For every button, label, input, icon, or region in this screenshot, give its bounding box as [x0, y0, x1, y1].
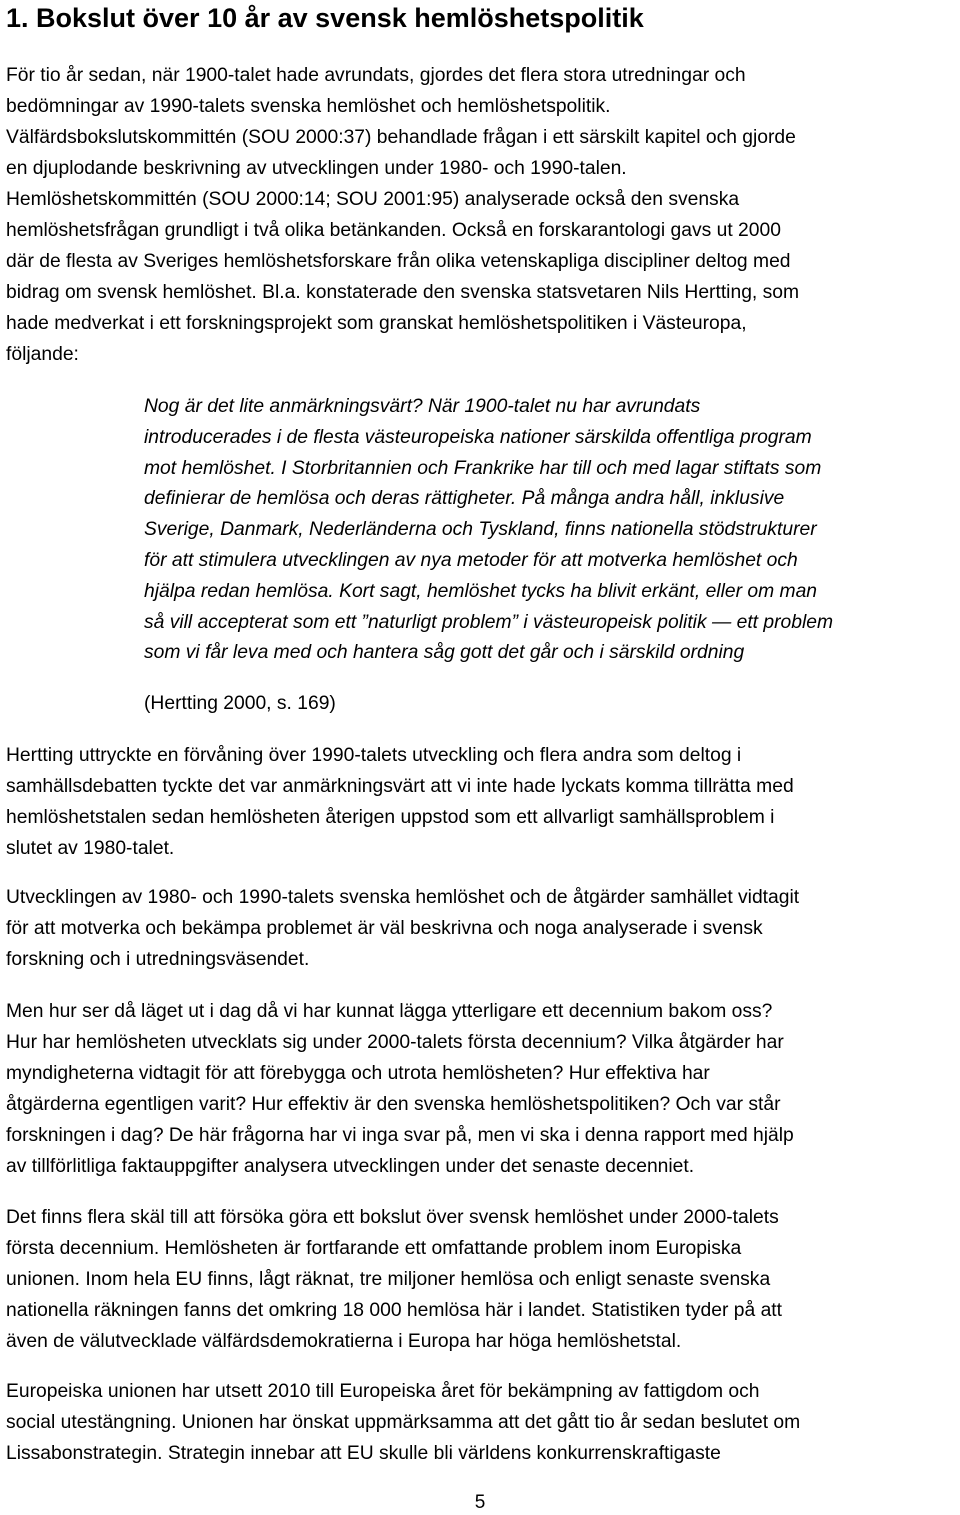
text-line: av tillförlitliga faktauppgifter analysera utvecklingen under det senaste decenniet. — [6, 1156, 695, 1177]
text-line: där de flesta av Sveriges hemlöshetsforskare från olika vetenskapliga discipliner deltog med — [6, 251, 791, 272]
quote-line: som vi får leva med och hantera såg gott det går och i särskild ordning — [144, 642, 745, 664]
text-line: Lissabonstrategin. Strategin innebar att EU skulle bli världens konkurrenskraftigaste — [6, 1443, 721, 1464]
text-line: första decennium. Hemlösheten är fortfarande ett omfattande problem inom Europiska — [6, 1238, 742, 1259]
text-line: slutet av 1980-talet. — [6, 838, 175, 859]
text-line: samhällsdebatten tyckte det var anmärkningsvärt att vi inte hade lyckats komma tillrätta med — [6, 776, 794, 797]
body-paragraph — [6, 996, 960, 1182]
text-line: åtgärderna egentligen varit? Hur effektiv är den svenska hemlöshetspolitiken? Och var står — [6, 1094, 781, 1115]
text-line: nationella räkningen fanns det omkring 18 000 hemlösa här i landet. Statistiken tyder på att — [6, 1300, 783, 1321]
quote-line: så vill accepterat som ett ”naturligt problem” i västeuropeisk politik — ett problem — [144, 611, 834, 633]
text-line: forskning och i utredningsväsendet. — [6, 949, 310, 970]
text-line: forskningen i dag? De här frågorna har vi inga svar på, men vi ska i denna rapport med hjälp — [6, 1125, 794, 1146]
text-line: För tio år sedan, när 1900-talet hade avrundats, gjordes det flera stora utredningar och — [6, 65, 746, 86]
quote-line: definierar de hemlösa och deras rättigheter. På många andra håll, inklusive — [144, 488, 785, 510]
text-line: Europeiska unionen har utsett 2010 till Europeiska året för bekämpning av fattigdom och — [6, 1381, 760, 1402]
text-line: unionen. Inom hela EU finns, lågt räknat, tre miljoner hemlösa och enligt senaste svenska — [6, 1269, 771, 1290]
body-paragraph — [6, 740, 960, 864]
text-line: bedömningar av 1990-talets svenska hemlöshet och hemlöshetspolitik. — [6, 96, 611, 117]
text-line: social utestängning. Unionen har önskat uppmärksamma att det gått tio år sedan beslutet om — [6, 1412, 801, 1433]
text-line: Det finns flera skäl till att försöka göra ett bokslut över svensk hemlöshet under 2000-talets — [6, 1207, 779, 1228]
text-line: Välfärdsbokslutskommittén (SOU 2000:37) behandlade frågan i ett särskilt kapitel och gjorde — [6, 127, 796, 148]
text-line: myndigheterna vidtagit för att förebygga och utrota hemlösheten? Hur effektiva har — [6, 1063, 710, 1084]
quote-citation: (Hertting 2000, s. 169) — [144, 693, 336, 714]
text-line: Hertting uttryckte en förvåning över 1990-talets utveckling och flera andra som deltog i — [6, 745, 742, 766]
quote-line: Sverige, Danmark, Nederländerna och Tyskland, finns nationella stödstrukturer — [144, 519, 817, 541]
quote-line: Nog är det lite anmärkningsvärt? När 1900-talet nu har avrundats — [144, 396, 701, 417]
body-paragraph — [6, 882, 960, 975]
text-line: Men hur ser då läget ut i dag då vi har kunnat lägga ytterligare ett decennium bakom oss? — [6, 1001, 773, 1022]
text-line: hemlöshetsfrågan grundligt i två olika betänkanden. Också en forskarantologi gavs ut 2000 — [6, 220, 781, 241]
text-line: hade medverkat i ett forskningsprojekt som granskat hemlöshetspolitiken i Västeuropa, — [6, 313, 747, 334]
text-line: hemlöshetstalen sedan hemlösheten återigen uppstod som ett allvarligt samhällsproblem i — [6, 807, 775, 828]
section-heading: 1. Bokslut över 10 år av svensk hemlöshetspolitik — [6, 3, 644, 33]
body-paragraph — [6, 1202, 960, 1357]
page-number: 5 — [474, 1492, 486, 1513]
text-line: Hemlöshetskommittén (SOU 2000:14; SOU 2001:95) analyserade också den svenska — [6, 189, 740, 210]
text-line: Utvecklingen av 1980- och 1990-talets svenska hemlöshet och de åtgärder samhället vidtagit — [6, 887, 800, 908]
text-line: även de välutvecklade välfärdsdemokratierna i Europa har höga hemlöshetstal. — [6, 1331, 682, 1352]
text-line: bidrag om svensk hemlöshet. Bl.a. konstaterade den svenska statsvetaren Nils Hertting, som — [6, 282, 800, 303]
text-line: en djuplodande beskrivning av utvecklingen under 1980- och 1990-talen. — [6, 158, 627, 179]
quote-line: för att stimulera utvecklingen av nya metoder för att motverka hemlöshet och — [144, 549, 798, 571]
text-line: följande: — [6, 344, 79, 365]
quote-line: mot hemlöshet. I Storbritannien och Frankrike har till och med lagar stiftats som — [144, 457, 822, 479]
body-paragraph — [6, 1376, 960, 1469]
intro-paragraph — [6, 60, 960, 370]
text-line: för att motverka och bekämpa problemet är väl beskrivna och noga analyserade i svensk — [6, 918, 763, 939]
block-quote — [144, 392, 960, 669]
text-line: Hur har hemlösheten utvecklats sig under 2000-talets första decennium? Vilka åtgärder har — [6, 1032, 784, 1053]
quote-line: hjälpa redan hemlösa. Kort sagt, hemlöshet tycks ha blivit erkänt, eller om man — [144, 580, 818, 602]
quote-line: introducerades i de flesta västeuropeiska nationer särskilda offentliga program — [144, 426, 812, 448]
